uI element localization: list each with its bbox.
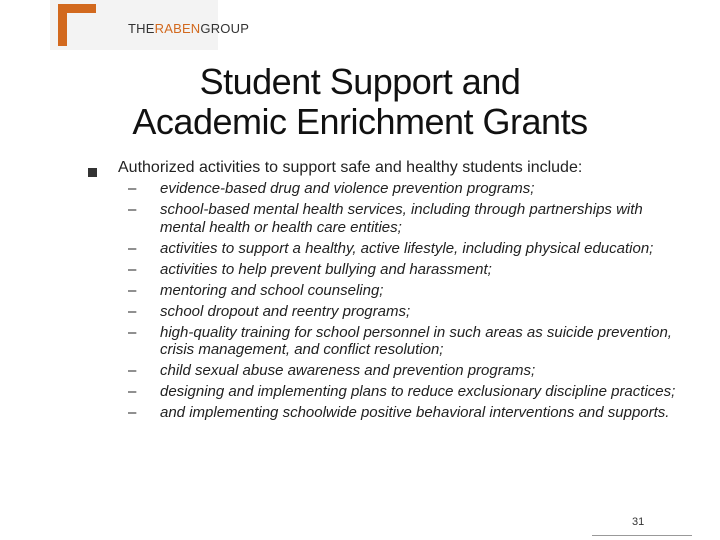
list-item: – activities to support a healthy, active lifestyle, including physical education; xyxy=(128,239,654,257)
list-item: – and implementing schoolwide positive behavioral interventions and supports. xyxy=(128,404,670,421)
title-line-1: Student Support and xyxy=(199,61,521,102)
list-item: – designing and implementing plans to reduce exclusionary discipline practices; xyxy=(128,383,676,400)
dash-marker: – xyxy=(128,404,137,421)
footer-divider xyxy=(592,535,692,536)
logo-text: THERABENGROUP xyxy=(128,21,250,36)
bullet-square-icon xyxy=(88,168,97,177)
dash-marker: – xyxy=(128,260,137,278)
list-item: – high-quality training for school personnel in such areas as suicide prevention, crisis management, and conflict resolution; xyxy=(128,323,672,358)
list-item: – child sexual abuse awareness and prevention programs; xyxy=(128,362,536,379)
title-line-2: Academic Enrichment Grants xyxy=(132,101,588,142)
list-item: – activities to help prevent bullying and harassment; xyxy=(128,260,492,278)
dash-marker: – xyxy=(128,323,137,341)
list-item: – school dropout and reentry programs; xyxy=(128,302,411,320)
dash-marker: – xyxy=(128,180,137,197)
dash-marker: – xyxy=(128,239,137,257)
list-item: – mentoring and school counseling; xyxy=(128,281,384,299)
list-item: – school-based mental health services, including through partnerships with mental health or health care entities; xyxy=(128,201,643,236)
dash-marker: – xyxy=(128,362,137,379)
list-item: – evidence-based drug and violence prevention programs; xyxy=(128,180,535,197)
logo xyxy=(50,0,250,50)
dash-marker: – xyxy=(128,201,137,218)
activity-list xyxy=(118,180,678,425)
dash-marker: – xyxy=(128,302,137,320)
raben-logo-mark-icon xyxy=(58,4,98,46)
intro-text: Authorized activities to support safe and healthy students include: xyxy=(118,159,583,176)
slide-title xyxy=(80,62,640,142)
dash-marker: – xyxy=(128,383,137,400)
page-number: 31 xyxy=(632,516,645,528)
dash-marker: – xyxy=(128,281,137,299)
